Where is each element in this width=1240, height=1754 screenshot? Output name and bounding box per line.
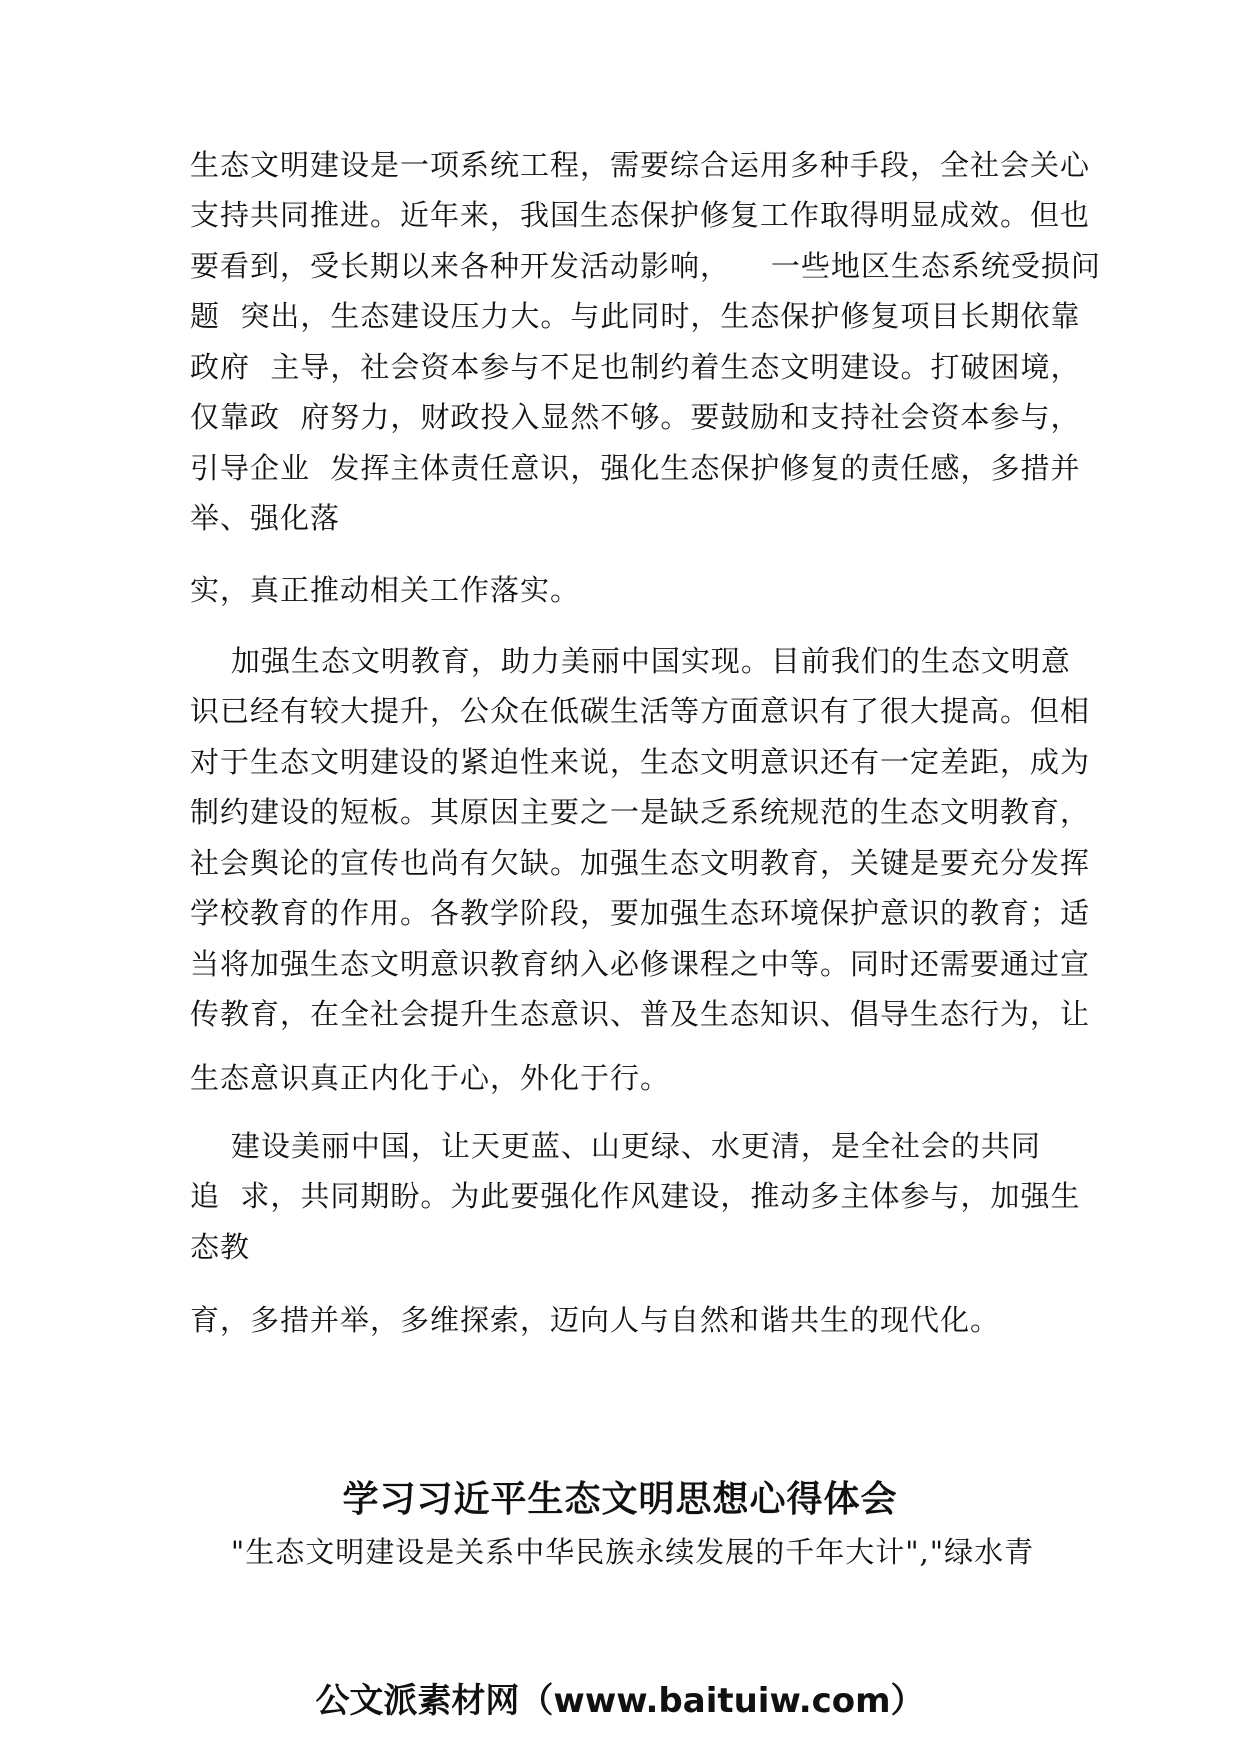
body-line: 引导企业 发挥主体责任意识，强化生态保护修复的责任感，多措并 [190,451,1081,485]
body-line: 举、强化落 [190,501,341,535]
intro-line: "生态文明建设是关系中华民族永续发展的千年大计","绿水青 [190,1535,1035,1569]
body-line: 社会舆论的宣传也尚有欠缺。加强生态文明教育，关键是要充分发挥 [190,846,1091,880]
footer-watermark: 公文派素材网（www.baituiw.com） [315,1681,925,1721]
body-line: 制约建设的短板。其原因主要之一是缺乏系统规范的生态文明教育， [190,795,1091,829]
body-line: 态教 [190,1230,251,1264]
body-line: 传教育，在全社会提升生态意识、普及生态知识、倡导生态行为，让 [190,997,1091,1031]
body-line: 识已经有较大提升，公众在低碳生活等方面意识有了很大提高。但相 [190,694,1091,728]
body-line: 支持共同推进。近年来，我国生态保护修复工作取得明显成效。但也 [190,198,1091,232]
body-line: 生态文明建设是一项系统工程，需要综合运用多种手段，全社会关心 [190,148,1091,182]
body-line: 加强生态文明教育，助力美丽中国实现。目前我们的生态文明意 [190,644,1071,678]
body-line: 题 突出，生态建设压力大。与此同时，生态保护修复项目长期依靠 [190,299,1081,333]
body-line: 育，多措并举，多维探索，迈向人与自然和谐共生的现代化。 [190,1303,1001,1337]
body-line: 当将加强生态文明意识教育纳入必修课程之中等。同时还需要通过宣 [190,947,1091,981]
body-line: 建设美丽中国，让天更蓝、山更绿、水更清，是全社会的共同 [190,1129,1041,1163]
body-line: 要看到，受长期以来各种开发活动影响， 一些地区生态系统受损问 [190,249,1101,283]
body-line: 学校教育的作用。各教学阶段，要加强生态环境保护意识的教育；适 [190,896,1091,930]
body-line: 生态意识真正内化于心，外化于行。 [190,1061,671,1095]
body-line: 实，真正推动相关工作落实。 [190,573,581,607]
body-line: 对于生态文明建设的紧迫性来说，生态文明意识还有一定差距，成为 [190,745,1091,779]
body-line: 政府 主导，社会资本参与不足也制约着生态文明建设。打破困境， [190,350,1081,384]
body-line: 追 求，共同期盼。为此要强化作风建设，推动多主体参与，加强生 [190,1179,1081,1213]
body-line: 仅靠政 府努力，财政投入显然不够。要鼓励和支持社会资本参与， [190,400,1081,434]
section-title: 学习习近平生态文明思想心得体会 [342,1479,898,1520]
